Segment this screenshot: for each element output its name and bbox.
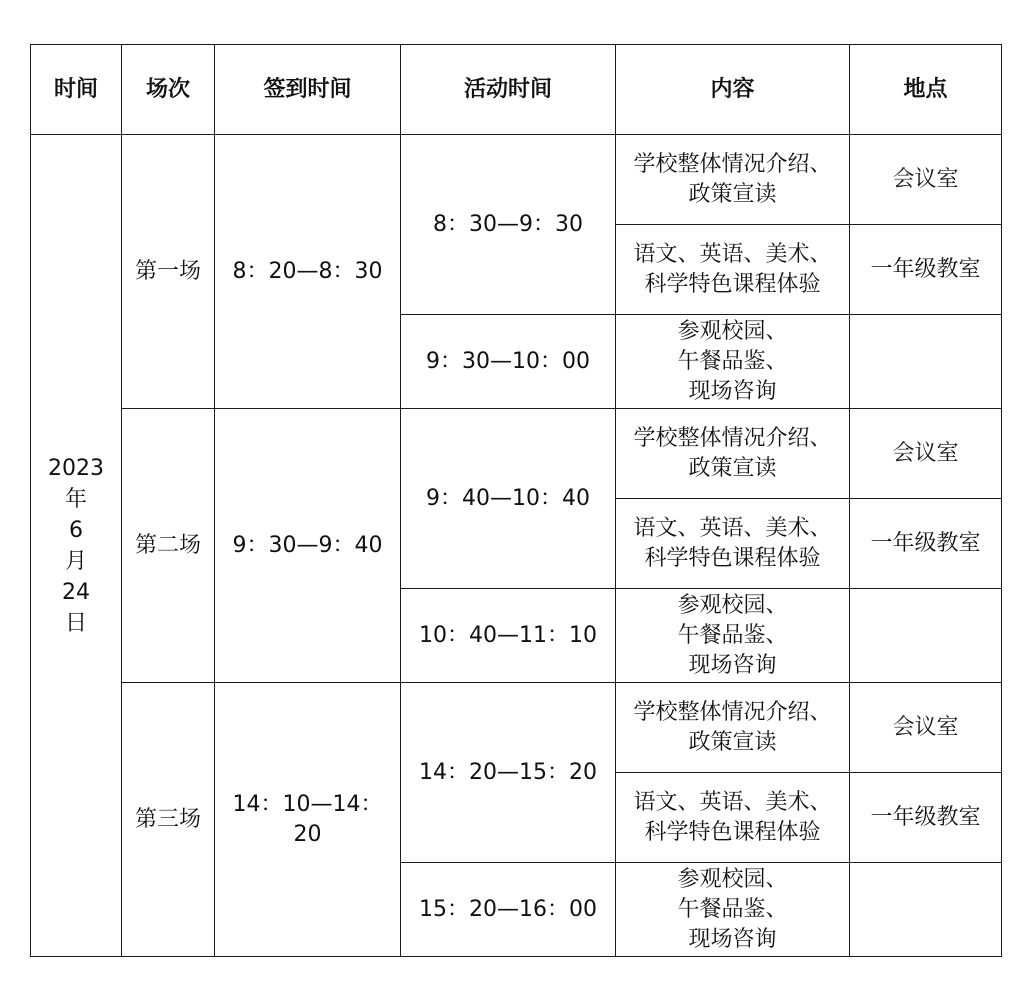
- content-cell: 参观校园、 午餐品鉴、 现场咨询: [616, 589, 850, 683]
- header-session: 场次: [122, 45, 215, 135]
- activity-time: 15：20—16：00: [401, 863, 616, 957]
- activity-time: 8：30—9：30: [401, 135, 616, 315]
- content-cell: 学校整体情况介绍、 政策宣读: [616, 683, 850, 773]
- location-cell: [850, 589, 1002, 683]
- activity-time: 10：40—11：10: [401, 589, 616, 683]
- content-cell: 语文、英语、美术、 科学特色课程体验: [616, 225, 850, 315]
- schedule-table: [30, 44, 1002, 957]
- content-cell: 语文、英语、美术、 科学特色课程体验: [616, 499, 850, 589]
- checkin-time: 14：10—14： 20: [215, 683, 401, 957]
- location-cell: 会议室: [850, 683, 1002, 773]
- content-cell: 语文、英语、美术、 科学特色课程体验: [616, 773, 850, 863]
- activity-time: 9：30—10：00: [401, 315, 616, 409]
- location-cell: [850, 315, 1002, 409]
- session-name: 第一场: [122, 135, 215, 409]
- location-cell: 一年级教室: [850, 499, 1002, 589]
- table-row: [31, 683, 1002, 773]
- checkin-time: 9：30—9：40: [215, 409, 401, 683]
- session-name: 第三场: [122, 683, 215, 957]
- location-cell: 会议室: [850, 135, 1002, 225]
- content-cell: 参观校园、 午餐品鉴、 现场咨询: [616, 863, 850, 957]
- header-row: [31, 45, 1002, 135]
- table-row: [31, 135, 1002, 225]
- date-text: 2023 年 6 月 24 日: [48, 455, 104, 636]
- header-activity-time: 活动时间: [401, 45, 616, 135]
- content-cell: 学校整体情况介绍、 政策宣读: [616, 135, 850, 225]
- checkin-time: 8：20—8：30: [215, 135, 401, 409]
- location-cell: 一年级教室: [850, 773, 1002, 863]
- activity-time: 9：40—10：40: [401, 409, 616, 589]
- activity-time: 14：20—15：20: [401, 683, 616, 863]
- header-content: 内容: [616, 45, 850, 135]
- content-cell: 学校整体情况介绍、 政策宣读: [616, 409, 850, 499]
- header-location: 地点: [850, 45, 1002, 135]
- date-cell: [31, 135, 122, 957]
- header-checkin: 签到时间: [215, 45, 401, 135]
- header-time: 时间: [31, 45, 122, 135]
- content-cell: 参观校园、 午餐品鉴、 现场咨询: [616, 315, 850, 409]
- location-cell: 会议室: [850, 409, 1002, 499]
- location-cell: 一年级教室: [850, 225, 1002, 315]
- location-cell: [850, 863, 1002, 957]
- table-row: [31, 409, 1002, 499]
- session-name: 第二场: [122, 409, 215, 683]
